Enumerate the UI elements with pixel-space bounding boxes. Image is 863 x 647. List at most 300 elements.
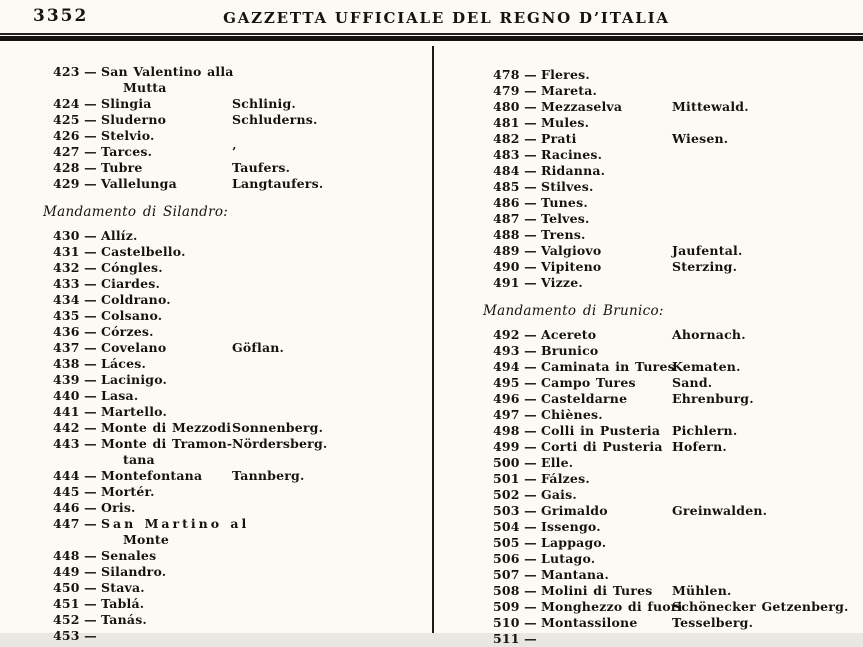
place-name-italian (541, 631, 672, 647)
place-name-german: Göflan. (232, 340, 285, 355)
entry-number: 423 (53, 64, 80, 79)
dash-separator: — (84, 228, 97, 243)
entry-number: 445 (53, 484, 80, 499)
table-row (493, 439, 861, 455)
place-name-italian: Mantana. (541, 567, 610, 582)
dash-separator: — (84, 388, 97, 403)
table-row (53, 388, 429, 404)
table-row (493, 147, 861, 163)
entry-number: 436 (53, 324, 80, 339)
dash-separator: — (84, 144, 97, 159)
place-name-italian: Elle. (541, 455, 574, 470)
dash-separator: — (524, 487, 537, 502)
place-name-italian: Chiènes. (541, 407, 603, 422)
place-name-italian: Grimaldo (541, 503, 608, 518)
place-name-german (232, 612, 429, 628)
entry-number: 497 (493, 407, 520, 422)
table-row (53, 144, 429, 160)
dash-separator: — (524, 243, 537, 258)
table-row (493, 67, 861, 83)
table-row (493, 83, 861, 99)
right-column (483, 67, 861, 646)
dash-separator: — (84, 436, 97, 451)
place-name-italian: Covelano (101, 340, 167, 355)
table-row (493, 391, 861, 407)
place-name-italian: Brunico (541, 343, 599, 358)
place-name-german (672, 519, 861, 535)
place-name-italian: Mules. (541, 115, 590, 130)
dash-separator: — (524, 599, 537, 614)
place-name-german: Sand. (672, 375, 713, 390)
table-row (53, 516, 429, 548)
place-name-italian: Lutago. (541, 551, 596, 566)
entry-number: 500 (493, 455, 520, 470)
table-row (53, 500, 429, 516)
entry-number: 434 (53, 292, 80, 307)
table-row (53, 564, 429, 580)
table-row (53, 356, 429, 372)
dash-separator: — (84, 404, 97, 419)
place-name-italian: Córzes. (101, 324, 154, 339)
entry-number: 428 (53, 160, 80, 175)
place-name-german (232, 276, 429, 292)
table-row (493, 487, 861, 503)
dash-separator: — (84, 176, 97, 191)
entry-number: 479 (493, 83, 520, 98)
entry-number: 424 (53, 96, 80, 111)
table-row (493, 163, 861, 179)
place-name-italian: Lappago. (541, 535, 607, 550)
table-row (493, 503, 861, 519)
place-name-italian: Issengo. (541, 519, 601, 534)
column-divider (432, 46, 434, 633)
place-name-german (232, 356, 429, 372)
entry-number: 505 (493, 535, 520, 550)
place-name-italian: Tablá. (101, 596, 145, 611)
dash-separator: — (84, 420, 97, 435)
place-name-italian: Casteldarne (541, 391, 628, 406)
place-name-german: Ahornach. (672, 327, 746, 342)
entry-number: 511 (493, 631, 520, 646)
place-name-german (232, 388, 429, 404)
place-name-italian: Prati (541, 131, 577, 146)
place-name-continuation: Mutta (123, 80, 167, 95)
dash-separator: — (524, 455, 537, 470)
entry-number: 430 (53, 228, 80, 243)
dash-separator: — (84, 260, 97, 275)
dash-separator: — (84, 628, 97, 643)
dash-separator: — (84, 292, 97, 307)
place-name-german (672, 67, 861, 83)
dash-separator: — (524, 343, 537, 358)
dash-separator: — (84, 596, 97, 611)
place-name-german (232, 580, 429, 596)
place-name-german (232, 500, 429, 516)
entry-number: 435 (53, 308, 80, 323)
dash-separator: — (84, 468, 97, 483)
place-name-italian: Sluderno (101, 112, 167, 127)
dash-separator: — (84, 160, 97, 175)
dash-separator: — (524, 275, 537, 290)
table-row (493, 551, 861, 567)
table-row (53, 580, 429, 596)
table-row (53, 372, 429, 388)
place-name-german: ’ (232, 144, 237, 159)
table-row (53, 308, 429, 324)
table-row (493, 227, 861, 243)
place-name-german (232, 324, 429, 340)
place-name-german (672, 631, 861, 647)
dash-separator: — (524, 519, 537, 534)
dash-separator: — (84, 500, 97, 515)
place-name-german (672, 407, 861, 423)
place-name-german (672, 195, 861, 211)
place-name-italian: Montefontana (101, 468, 203, 483)
place-name-german: Tannberg. (232, 468, 305, 483)
entry-number: 431 (53, 244, 80, 259)
table-row (53, 436, 429, 468)
place-name-italian: Ridanna. (541, 163, 606, 178)
entry-number: 481 (493, 115, 520, 130)
place-name-german: Sonnenberg. (232, 420, 324, 435)
place-name-italian: Oris. (101, 500, 136, 515)
place-name-german: Mittewald. (672, 99, 749, 114)
place-name-german (232, 596, 429, 612)
place-name-german (232, 260, 429, 276)
entry-number: 447 (53, 516, 80, 531)
entry-number: 499 (493, 439, 520, 454)
entry-number: 508 (493, 583, 520, 598)
dash-separator: — (84, 112, 97, 127)
dash-separator: — (524, 503, 537, 518)
table-row (53, 176, 429, 192)
table-row (493, 211, 861, 227)
place-name-italian: Martello. (101, 404, 168, 419)
place-name-italian: Silandro. (101, 564, 167, 579)
place-name-italian: Tubre (101, 160, 143, 175)
entry-number: 486 (493, 195, 520, 210)
place-name-italian: Lacinigo. (101, 372, 168, 387)
entry-number: 490 (493, 259, 520, 274)
place-name-italian: Monghezzo di fuori (541, 599, 683, 614)
entry-number: 488 (493, 227, 520, 242)
entry-number: 438 (53, 356, 80, 371)
entry-number: 480 (493, 99, 520, 114)
page-title: GAZZETTA UFFICIALE DEL REGNO D’ITALIA (223, 9, 670, 27)
place-name-german: Greinwalden. (672, 503, 768, 518)
dash-separator: — (84, 244, 97, 259)
place-name-italian: Vizze. (541, 275, 583, 290)
table-row (53, 260, 429, 276)
place-name-italian: Vipiteno (541, 259, 602, 274)
place-name-german (232, 292, 429, 308)
table-row (53, 292, 429, 308)
table-row (493, 375, 861, 391)
dash-separator: — (84, 516, 97, 531)
dash-separator: — (524, 407, 537, 422)
entry-number: 483 (493, 147, 520, 162)
entry-number: 487 (493, 211, 520, 226)
place-name-german (672, 455, 861, 471)
place-name-italian: Coldrano. (101, 292, 171, 307)
place-name-german (672, 535, 861, 551)
table-row (493, 131, 861, 147)
table-row (493, 407, 861, 423)
place-name-german (232, 64, 429, 96)
table-row (493, 275, 861, 291)
table-row (493, 243, 861, 259)
dash-separator: — (524, 131, 537, 146)
place-name-german (672, 227, 861, 243)
dash-separator: — (524, 551, 537, 566)
place-name-italian: Vallelunga (101, 176, 177, 191)
place-name-german: Sterzing. (672, 259, 738, 274)
table-row (53, 244, 429, 260)
header-rule-thick (0, 36, 863, 41)
entry-number: 432 (53, 260, 80, 275)
dash-separator: — (84, 612, 97, 627)
place-name-german (232, 228, 429, 244)
section-heading: Mandamento di Brunico: (483, 303, 664, 319)
entry-number: 501 (493, 471, 520, 486)
place-name-german (672, 147, 861, 163)
table-row (53, 112, 429, 128)
entry-number: 442 (53, 420, 80, 435)
entry-number: 452 (53, 612, 80, 627)
table-row (53, 420, 429, 436)
place-name-german: Schluderns. (232, 112, 318, 127)
place-name-italian: Colsano. (101, 308, 163, 323)
entry-number: 492 (493, 327, 520, 342)
place-name-german (672, 211, 861, 227)
dash-separator: — (84, 580, 97, 595)
entry-number: 448 (53, 548, 80, 563)
dash-separator: — (524, 99, 537, 114)
place-name-german (232, 484, 429, 500)
place-name-italian: Castelbello. (101, 244, 186, 259)
place-name-italian: Campo Tures (541, 375, 636, 390)
place-name-italian: Trens. (541, 227, 586, 242)
dash-separator: — (84, 484, 97, 499)
entry-number: 506 (493, 551, 520, 566)
place-name-italian: Telves. (541, 211, 590, 226)
table-row (493, 567, 861, 583)
dash-separator: — (524, 179, 537, 194)
dash-separator: — (84, 548, 97, 563)
dash-separator: — (84, 356, 97, 371)
dash-separator: — (84, 96, 97, 111)
place-name-german: Pichlern. (672, 423, 738, 438)
entry-number: 510 (493, 615, 520, 630)
entry-number: 441 (53, 404, 80, 419)
place-name-german (672, 567, 861, 583)
dash-separator: — (524, 583, 537, 598)
entry-number: 491 (493, 275, 520, 290)
place-name-italian: Lasa. (101, 388, 139, 403)
place-name-german (232, 404, 429, 420)
entry-number: 498 (493, 423, 520, 438)
place-name-italian: Gais. (541, 487, 577, 502)
dash-separator: — (524, 567, 537, 582)
place-name-italian: Stava. (101, 580, 145, 595)
dash-separator: — (524, 423, 537, 438)
entry-number: 507 (493, 567, 520, 582)
place-name-italian: Mezzaselva (541, 99, 623, 114)
dash-separator: — (524, 391, 537, 406)
entry-number: 493 (493, 343, 520, 358)
dash-separator: — (524, 327, 537, 342)
place-name-italian: Monte di Mezzodi (101, 420, 232, 435)
place-name-german: Jaufental. (672, 243, 743, 258)
place-name-italian (101, 628, 232, 644)
dash-separator: — (524, 631, 537, 646)
entry-number: 449 (53, 564, 80, 579)
table-row (53, 468, 429, 484)
place-name-german (672, 179, 861, 195)
entry-number: 440 (53, 388, 80, 403)
place-name-italian: Cóngles. (101, 260, 163, 275)
place-name-german (232, 308, 429, 324)
dash-separator: — (524, 195, 537, 210)
place-name-german (672, 115, 861, 131)
place-name-italian: Monte di Tramon- tana (101, 436, 233, 467)
table-row (493, 583, 861, 599)
place-name-italian: Ciardes. (101, 276, 161, 291)
dash-separator: — (524, 535, 537, 550)
entry-number: 450 (53, 580, 80, 595)
table-row (493, 631, 861, 646)
place-name-italian: San Martino al Monte (101, 516, 250, 547)
place-name-continuation: tana (123, 452, 155, 467)
dash-separator: — (524, 115, 537, 130)
table-row (493, 99, 861, 115)
place-name-german (672, 551, 861, 567)
place-name-italian: Fleres. (541, 67, 590, 82)
entry-number: 446 (53, 500, 80, 515)
place-name-italian: Allíz. (101, 228, 138, 243)
table-row (53, 324, 429, 340)
place-name-german: Langtaufers. (232, 176, 324, 191)
place-name-german: Schönecker Getzenberg. (672, 599, 849, 614)
place-name-german: Hofern. (672, 439, 727, 454)
entry-number: 504 (493, 519, 520, 534)
place-name-italian: Tarces. (101, 144, 153, 159)
entry-number: 484 (493, 163, 520, 178)
entry-number: 425 (53, 112, 80, 127)
table-row (493, 327, 861, 343)
dash-separator: — (524, 471, 537, 486)
table-row (53, 404, 429, 420)
dash-separator: — (524, 359, 537, 374)
place-name-german (232, 548, 429, 564)
dash-separator: — (524, 67, 537, 82)
entry-number: 482 (493, 131, 520, 146)
place-name-italian: San Valentino alla Mutta (101, 64, 234, 95)
table-row (493, 519, 861, 535)
page-number: 3352 (33, 6, 89, 26)
place-name-german (672, 471, 861, 487)
entry-number: 426 (53, 128, 80, 143)
table-row (493, 423, 861, 439)
place-name-italian: Senales (101, 548, 157, 563)
place-name-italian: Racines. (541, 147, 603, 162)
table-row (493, 115, 861, 131)
dash-separator: — (524, 375, 537, 390)
place-name-italian: Tanás. (101, 612, 147, 627)
entry-number: 478 (493, 67, 520, 82)
table-row (53, 64, 429, 96)
dash-separator: — (84, 64, 97, 79)
place-name-german (232, 128, 429, 144)
table-row (53, 160, 429, 176)
dash-separator: — (524, 259, 537, 274)
table-row (53, 484, 429, 500)
place-name-german: Nördersberg. (232, 436, 328, 451)
table-row (53, 548, 429, 564)
place-name-german (232, 372, 429, 388)
entry-number: 503 (493, 503, 520, 518)
place-name-german (232, 628, 429, 644)
place-name-german (672, 487, 861, 503)
place-name-german: Tesselberg. (672, 615, 754, 630)
place-name-italian: Molini di Tures (541, 583, 653, 598)
dash-separator: — (524, 227, 537, 242)
entry-number: 496 (493, 391, 520, 406)
place-name-italian: Colli in Pusteria (541, 423, 661, 438)
place-name-german: Wiesen. (672, 131, 729, 146)
dash-separator: — (524, 211, 537, 226)
table-row (53, 128, 429, 144)
left-column (43, 64, 429, 643)
entry-number: 439 (53, 372, 80, 387)
place-name-german: Kematen. (672, 359, 741, 374)
dash-separator: — (84, 564, 97, 579)
table-row (53, 596, 429, 612)
entry-number: 451 (53, 596, 80, 611)
place-name-italian: Mareta. (541, 83, 598, 98)
dash-separator: — (84, 372, 97, 387)
table-row (493, 471, 861, 487)
place-name-italian: Montassilone (541, 615, 638, 630)
dash-separator: — (524, 615, 537, 630)
table-row (493, 195, 861, 211)
place-name-german: Ehrenburg. (672, 391, 754, 406)
table-row (53, 96, 429, 112)
table-row (493, 455, 861, 471)
place-name-german (672, 163, 861, 179)
entry-number: 502 (493, 487, 520, 502)
dash-separator: — (524, 163, 537, 178)
place-name-italian: Corti di Pusteria (541, 439, 663, 454)
place-name-german: Schlinig. (232, 96, 296, 111)
entry-number: 489 (493, 243, 520, 258)
section-heading: Mandamento di Silandro: (43, 204, 229, 220)
header-rule (0, 33, 863, 41)
entry-number: 453 (53, 628, 80, 643)
entry-number: 443 (53, 436, 80, 451)
dash-separator: — (84, 324, 97, 339)
place-name-italian: Valgiovo (541, 243, 602, 258)
place-name-german (232, 564, 429, 580)
place-name-italian: Mortér. (101, 484, 155, 499)
place-name-italian: Tunes. (541, 195, 588, 210)
place-name-italian: Láces. (101, 356, 147, 371)
place-name-italian: Stelvio. (101, 128, 155, 143)
table-row (53, 228, 429, 244)
entry-number: 444 (53, 468, 80, 483)
table-row (53, 628, 429, 643)
table-row (53, 340, 429, 356)
